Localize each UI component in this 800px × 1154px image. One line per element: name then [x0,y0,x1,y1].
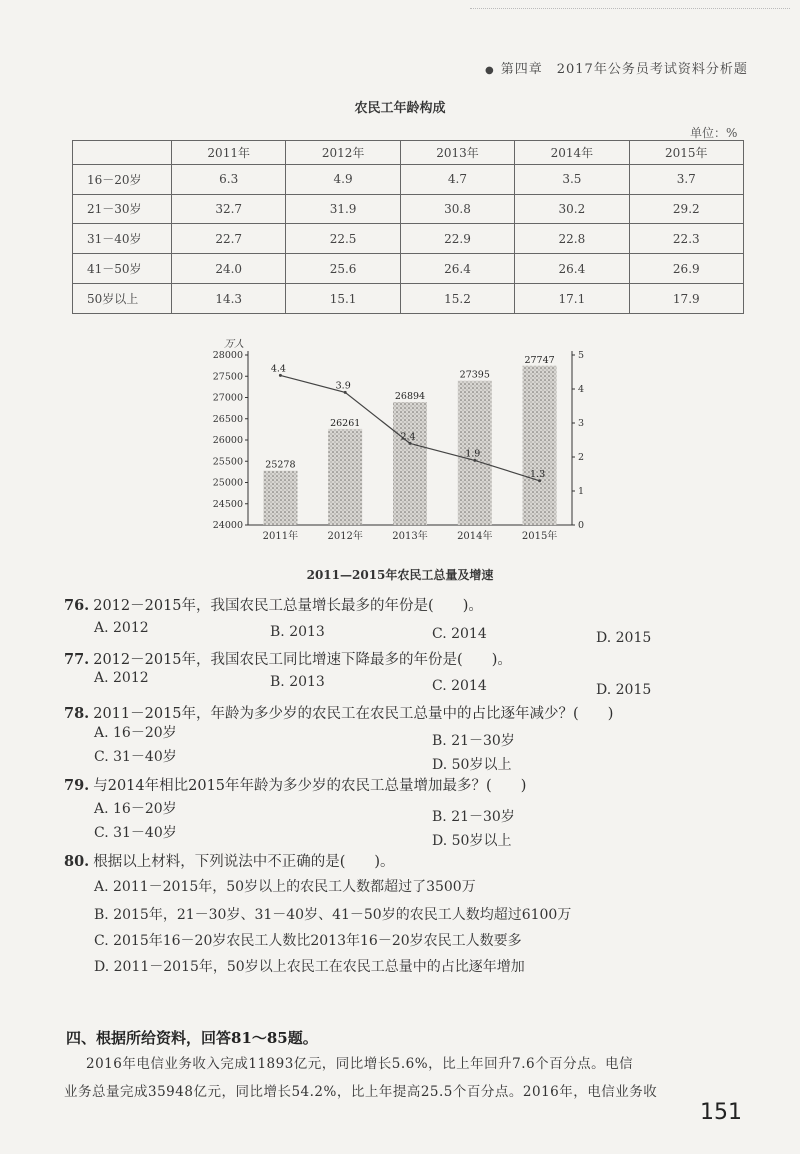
page-number: 151 [700,1100,742,1125]
table-unit: 单位：% [690,126,738,140]
question-79 [64,774,526,795]
table-cell: 30.2 [515,194,629,224]
table-cell: 22.9 [400,224,514,254]
growth-value-label: 3.9 [335,380,351,392]
col-header: 2012年 [286,141,400,165]
table-cell: 4.7 [400,164,514,194]
bar [523,366,557,525]
table-cell: 30.8 [400,194,514,224]
col-header: 2013年 [400,141,514,165]
table-cell: 24.0 [172,254,286,284]
question-78 [64,702,613,723]
growth-value-label: 4.4 [270,363,286,375]
option-a[interactable]: A. 16－20岁 [94,725,177,741]
option-b[interactable]: B. 21－30岁 [432,733,515,749]
table-cell: 31.9 [286,194,400,224]
question-number: 79. [64,777,90,794]
passage-line: 2016年电信业务收入完成11893亿元，同比增长5.6%，比上年回升7.6个百分点。电信 [86,1056,634,1072]
question-number: 80. [64,853,90,870]
question-76 [64,594,483,615]
y-tick-label: 26000 [212,435,243,446]
col-header: 2014年 [515,141,629,165]
y-axis-label: 万人 [224,339,244,350]
table-cell: 32.7 [172,194,286,224]
row-label: 31－40岁 [73,224,172,254]
y2-tick-label: 1 [578,486,585,497]
age-composition-table [72,140,744,314]
option-b[interactable]: B. 21－30岁 [432,809,515,825]
bar-value-label: 25278 [265,459,296,471]
table-cell: 22.7 [172,224,286,254]
table-cell: 15.1 [286,284,400,314]
row-label: 41－50岁 [73,254,172,284]
bar-value-label: 26894 [394,391,426,403]
table-cell: 3.7 [629,164,743,194]
growth-value-label: 1.3 [530,468,546,480]
option-a[interactable]: A. 2012 [94,670,149,686]
table-cell: 15.2 [400,284,514,314]
table-row [73,284,744,314]
table-row [73,254,744,284]
y-tick-label: 26500 [212,413,243,425]
option-b[interactable]: B. 2015年，21－30岁、31－40岁、41－50岁的农民工人数均超过6100万 [94,907,572,923]
table-title: 农民工年龄构成 [354,101,446,116]
table-cell: 22.3 [629,224,743,254]
running-head [485,58,748,77]
y-tick-label: 27500 [212,371,243,383]
x-tick-label: 2014年 [457,531,493,542]
table-cell: 29.2 [629,194,743,224]
bar [328,429,362,525]
row-label: 16－20岁 [73,164,172,194]
table-header-row [73,141,744,165]
option-a[interactable]: A. 16－20岁 [94,801,177,817]
option-c[interactable]: C. 2014 [432,626,487,642]
y-tick-label: 24000 [212,520,243,531]
table-cell: 17.9 [629,284,743,314]
table-cell: 14.3 [172,284,286,314]
y2-tick-label: 5 [578,350,585,361]
table-row [73,224,744,254]
y-tick-label: 24500 [212,498,243,510]
y2-tick-label: 0 [578,520,585,531]
y-tick-label: 28000 [212,350,243,361]
x-tick-label: 2013年 [392,531,428,542]
migrant-worker-chart [200,335,600,557]
option-a[interactable]: A. 2012 [94,620,149,636]
y-tick-label: 27000 [212,392,243,404]
option-c[interactable]: C. 31－40岁 [94,749,177,765]
table-cell: 26.4 [515,254,629,284]
question-text: 与2014年相比2015年年龄为多少岁的农民工总量增加最多？( ) [93,778,527,794]
table-cell: 25.6 [286,254,400,284]
x-tick-label: 2012年 [327,531,363,542]
y2-tick-label: 4 [578,384,585,395]
question-77 [64,648,512,669]
running-head-text: 第四章 2017年公务员考试资料分析题 [500,62,748,77]
table-cell: 4.9 [286,164,400,194]
bullet-icon: ● [485,65,495,76]
y-tick-label: 25500 [212,456,243,468]
table-cell: 26.9 [629,254,743,284]
question-text: 根据以上材料，下列说法中不正确的是( )。 [93,854,395,870]
bar-value-label: 27747 [524,354,555,366]
x-tick-label: 2011年 [262,531,299,542]
table-cell: 17.1 [515,284,629,314]
header-rule [470,8,790,9]
question-text: 2012－2015年，我国农民工总量增长最多的年份是( )。 [93,598,483,614]
col-header: 2011年 [172,141,286,165]
table-row [73,194,744,224]
passage-line: 业务总量完成35948亿元，同比增长54.2%，比上年提高25.5个百分点。2016年，电信业务收 [64,1084,658,1100]
section-heading: 四、根据所给资料，回答81～85题。 [66,1029,318,1047]
table-row [73,164,744,194]
question-number: 78. [64,705,90,722]
table-cell: 26.4 [400,254,514,284]
option-c[interactable]: C. 31－40岁 [94,825,177,841]
row-label: 21－30岁 [73,194,172,224]
option-d[interactable]: D. 50岁以上 [432,833,512,849]
bar-value-label: 27395 [459,369,490,381]
question-number: 76. [64,597,90,614]
table-cell: 22.5 [286,224,400,254]
table-corner [73,141,172,165]
bar [263,471,297,525]
growth-value-label: 2.4 [400,431,416,443]
option-c[interactable]: C. 2014 [432,678,487,694]
question-80 [64,850,395,871]
option-d[interactable]: D. 2015 [596,682,652,698]
chart-title: 2011—2015年农民工总量及增速 [306,568,494,582]
option-b[interactable]: B. 2013 [270,674,325,690]
option-c[interactable]: C. 2015年16－20岁农民工人数比2013年16－20岁农民工人数要多 [94,933,522,949]
x-tick-label: 2015年 [521,531,558,542]
table-cell: 22.8 [515,224,629,254]
question-number: 77. [64,651,90,668]
question-text: 2011－2015年，年龄为多少岁的农民工在农民工总量中的占比逐年减少？( ) [93,706,614,722]
option-d[interactable]: D. 2011－2015年，50岁以上农民工在农民工总量中的占比逐年增加 [94,959,525,975]
table-cell: 3.5 [515,164,629,194]
col-header: 2015年 [629,141,743,165]
table-cell: 6.3 [172,164,286,194]
question-text: 2012－2015年，我国农民工同比增速下降最多的年份是( )。 [93,652,512,668]
option-a[interactable]: A. 2011－2015年，50岁以上的农民工人数都超过了3500万 [94,879,476,895]
bar [393,402,427,525]
row-label: 50岁以上 [73,284,172,314]
y2-tick-label: 3 [578,418,585,429]
bar-value-label: 26261 [330,417,361,429]
option-d[interactable]: D. 50岁以上 [432,757,512,773]
option-d[interactable]: D. 2015 [596,630,652,646]
y2-tick-label: 2 [578,452,585,463]
growth-value-label: 1.9 [465,448,481,460]
option-b[interactable]: B. 2013 [270,624,325,640]
y-tick-label: 25000 [212,477,243,489]
